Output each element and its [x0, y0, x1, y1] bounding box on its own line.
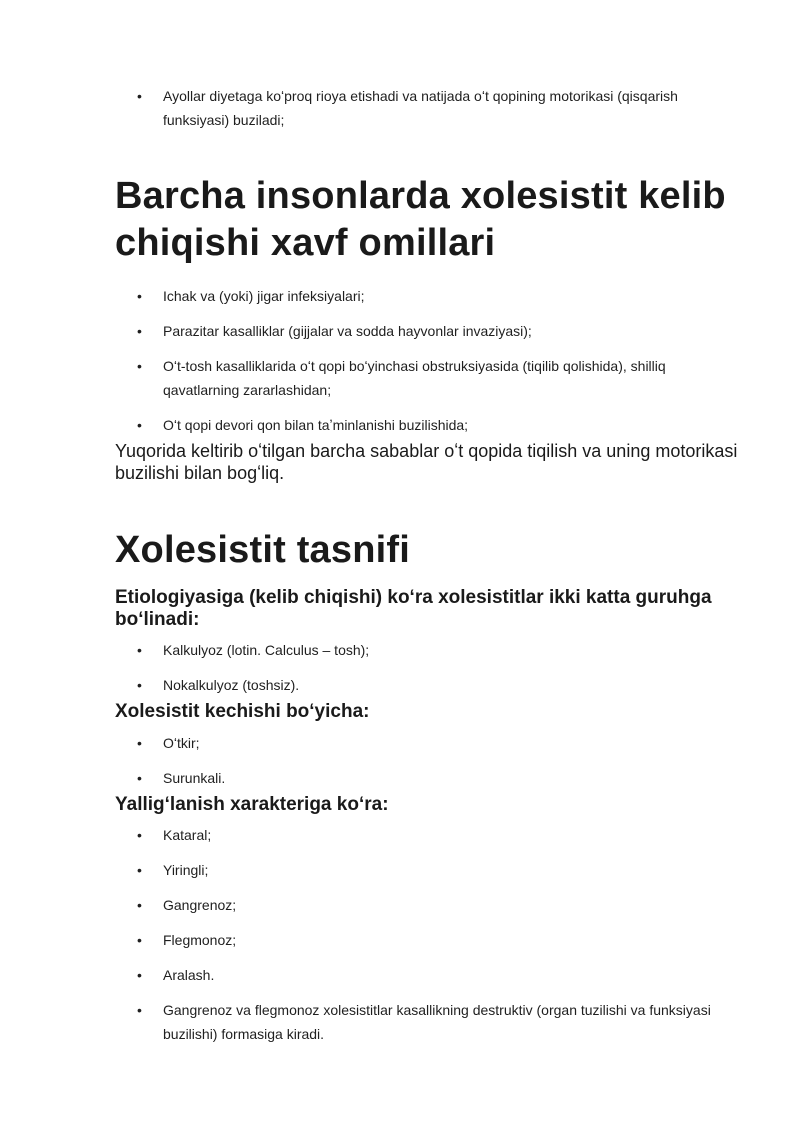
summary-paragraph: Yuqorida keltirib oʻtilgan barcha sabablar oʻt qopida tiqilish va uning motorikasi buzilishi bilan bogʻliq.	[115, 441, 738, 483]
bullet-icon: •	[137, 677, 142, 693]
list-item-text: Kalkulyoz (lotin. Calculus – tosh);	[163, 642, 370, 658]
list-item	[0, 893, 800, 917]
list-item-text: Oʻt qopi devori qon bilan taʼminlanishi buzilishida;	[163, 417, 469, 433]
section-title-classification: Xolesistit tasnifi	[115, 529, 411, 571]
bullet-icon: •	[137, 770, 142, 786]
bullet-icon: •	[137, 417, 142, 433]
bullet-icon: •	[137, 862, 142, 878]
list-item	[0, 823, 800, 847]
bullet-icon: •	[137, 1002, 142, 1018]
list-item	[0, 84, 800, 132]
list-item-text: Gangrenoz va flegmonoz xolesistitlar kasallikning destruktiv (organ tuzilishi va funksiyasi buzilishi) formasiga kiradi.	[163, 1002, 711, 1042]
list-item-text: Aralash.	[163, 967, 215, 983]
bullet-icon: •	[137, 967, 142, 983]
list-item	[0, 766, 800, 790]
bullet-icon: •	[137, 323, 142, 339]
list-item	[0, 413, 800, 437]
list-item-text: Yiringli;	[163, 862, 209, 878]
list-item	[0, 319, 800, 343]
list-item	[0, 963, 800, 987]
list-item-text: Oʻt-tosh kasalliklarida oʻt qopi boʻyinchasi obstruksiyasida (tiqilib qolishida), shilliq qavatlarning zararlashidan;	[163, 358, 666, 398]
list-item	[0, 638, 800, 662]
group-heading-etiology: Etiologiyasiga (kelib chiqishi) koʻra xolesistitlar ikki katta guruhga boʻlinadi:	[115, 587, 712, 630]
bullet-icon: •	[137, 88, 142, 104]
course-list	[0, 731, 800, 790]
list-item-text: Ayollar diyetaga koʻproq rioya etishadi va natijada oʻt qopining motorikasi (qisqarish funksiyasi) buziladi;	[163, 88, 678, 128]
list-item-text: Kataral;	[163, 827, 212, 843]
bullet-icon: •	[137, 932, 142, 948]
bullet-icon: •	[137, 897, 142, 913]
list-item	[0, 731, 800, 755]
bullet-icon: •	[137, 358, 142, 374]
list-item	[0, 858, 800, 882]
list-item-text: Parazitar kasalliklar (gijjalar va sodda hayvonlar invaziyasi);	[163, 323, 532, 339]
bullet-icon: •	[137, 827, 142, 843]
list-item	[0, 998, 800, 1046]
group-heading-course: Xolesistit kechishi boʻyicha:	[115, 701, 370, 722]
list-item-text: Gangrenoz;	[163, 897, 237, 913]
list-item-text: Nokalkulyoz (toshsiz).	[163, 677, 300, 693]
title-line: Barcha insonlarda xolesistit kelib	[115, 175, 726, 217]
title-line: chiqishi xavf omillari	[115, 222, 496, 264]
list-item	[0, 354, 800, 402]
list-item	[0, 673, 800, 697]
list-item	[0, 284, 800, 308]
list-item-text: Surunkali.	[163, 770, 226, 786]
bullet-icon: •	[137, 735, 142, 751]
section-title-risk-factors	[115, 173, 726, 267]
intro-list	[0, 84, 800, 132]
list-item	[0, 928, 800, 952]
etiology-list	[0, 638, 800, 697]
bullet-icon: •	[137, 288, 142, 304]
risk-factors-list	[0, 284, 800, 437]
list-item-text: Oʻtkir;	[163, 735, 200, 751]
list-item-text: Flegmonoz;	[163, 932, 237, 948]
list-item-text: Ichak va (yoki) jigar infeksiyalari;	[163, 288, 365, 304]
group-heading-inflammation: Yalligʻlanish xarakteriga koʻra:	[115, 794, 389, 815]
inflammation-list	[0, 823, 800, 1046]
bullet-icon: •	[137, 642, 142, 658]
